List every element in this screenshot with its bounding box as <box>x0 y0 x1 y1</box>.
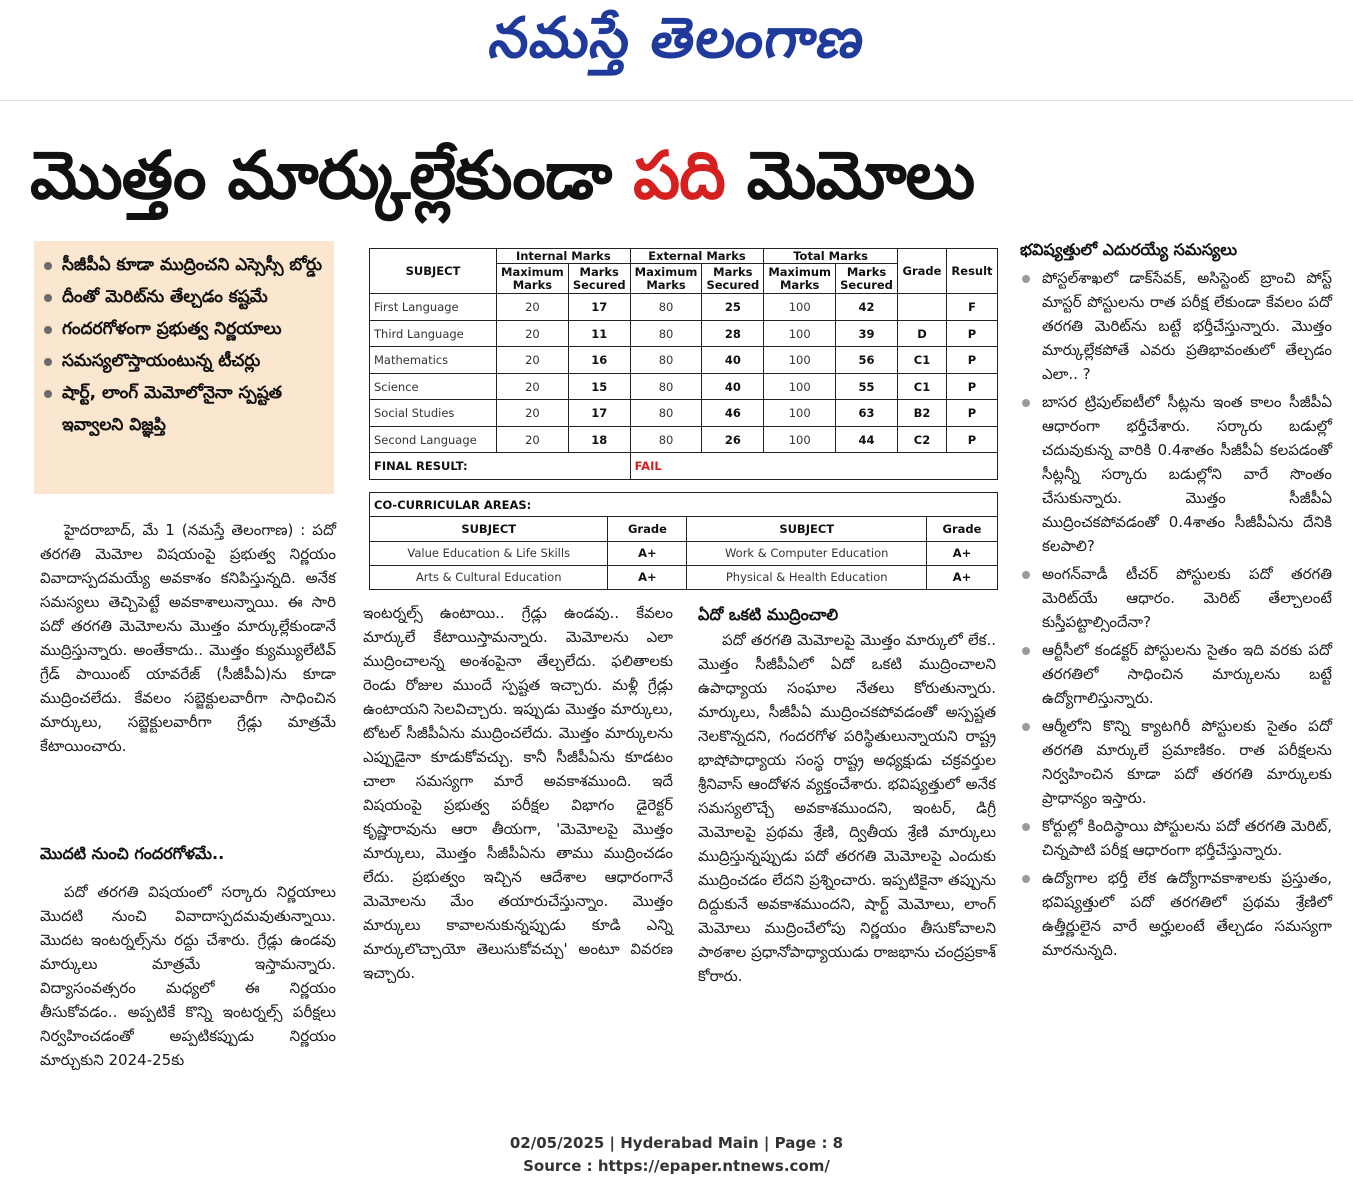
cell-ext-sec: 26 <box>702 426 764 453</box>
cell-int-max: 20 <box>497 373 569 400</box>
cocurr-subject: Physical & Health Education <box>687 565 927 589</box>
highlights-box <box>34 241 334 494</box>
cell-tot-sec: 63 <box>836 400 898 427</box>
cell-tot-max: 100 <box>764 400 836 427</box>
article-paragraph: ఇంటర్నల్స్ ఉంటాయి.. గ్రేడ్లు ఉండవు.. కేవలం మార్కులే కేటాయిస్తామన్నారు. మెమోలను ఎలా ముద్రించాలన్న అంశంపైనా తేల్చలేదు. ఫలితాలకు రెండు రోజుల ముందే స్పష్టత ఇచ్చారు. మళ్లీ గ్రేడ్లు ఉంటాయని సెలవిచ్చారు. ఇప్పుడు మొత్తం మార్కులు, టోటల్ సీజీపీఏను ముద్రించలేదు. మొత్తం మార్కులను ఎప్పుడైనా కూడుకోవచ్చు. కానీ సీజీపీఏను కూడటం చాలా సమస్యగా మారే అవకాశముంది. ఇదే విషయంపై ప్రభుత్వ పరీక్షల విభాగం డైరెక్టర్ కృష్ణారావును ఆరా తీయగా, 'మెమోలపై మొత్తం మార్కులు, మొత్తం సీజీపీఏను తాము ముద్రించడం లేదు. ప్రభుత్వం ఇచ్చిన ఆదేశాల ఆధారంగానే మెమోలను మేం తయారుచేస్తున్నాం. మొత్తం మార్కులు కావాలనుకున్నప్పుడు కూడి ఎన్ని మార్కులొచ్చాయో తెలుసుకోవచ్చు' అంటూ వివరణ ఇచ్చారు. <box>363 604 673 982</box>
subheading-print-one <box>698 603 994 627</box>
col-header-subject: SUBJECT <box>370 249 497 294</box>
cell-int-max: 20 <box>497 347 569 374</box>
bullet-item: ఆర్మీలోని కొన్ని క్యాటగిరీ పోస్టులకు సైతం పదో తరగతి మార్కులే ప్రమాణికం. రాత పరీక్షలను నిర్వహించిన కూడా పదో తరగతి మార్కులకు ప్రాధాన్యం ఇస్తారు. <box>1020 714 1332 810</box>
cell-grade: C1 <box>898 373 947 400</box>
cell-subject: Second Language <box>370 426 497 453</box>
subheading: మొదటి నుంచి గందరగోళమే.. <box>40 844 225 863</box>
final-result-label: FINAL RESULT: <box>370 453 631 480</box>
cell-int-sec: 16 <box>568 347 630 374</box>
cell-ext-max: 80 <box>630 426 702 453</box>
cell-tot-max: 100 <box>764 320 836 347</box>
article-column-4 <box>1020 266 1332 1106</box>
cell-result: P <box>947 373 998 400</box>
cell-ext-max: 80 <box>630 294 702 321</box>
cell-ext-sec: 40 <box>702 347 764 374</box>
col-header-secured: Marks Secured <box>702 264 764 294</box>
bullet-item: అంగన్‌వాడీ టీచర్ పోస్టులకు పదో తరగతి మెరిట్‌యే ఆధారం. మెరిట్ తేల్చాలంటే కుస్తీపట్టాల్సిందేనా? <box>1020 562 1332 634</box>
cell-int-max: 20 <box>497 320 569 347</box>
cell-tot-max: 100 <box>764 373 836 400</box>
cell-grade: C1 <box>898 347 947 374</box>
footer-date-edition: 02/05/2025 | Hyderabad Main | Page : 8 <box>509 1134 844 1152</box>
cell-tot-max: 100 <box>764 294 836 321</box>
page-footer <box>0 1132 1353 1180</box>
cell-ext-sec: 40 <box>702 373 764 400</box>
cocurricular-table <box>369 492 998 590</box>
cell-tot-sec: 56 <box>836 347 898 374</box>
headline-highlight: పది <box>633 137 725 214</box>
col-header-secured: Marks Secured <box>836 264 898 294</box>
article-paragraph: పదో తరగతి మెమోలపై మొత్తం మార్కులో లేక.. మొత్తం సీజీపీఏలో ఏదో ఒకటి ముద్రించాలని ఉపాధ్యాయ సంఘాల నేతలు కోరుతున్నారు. మార్కులు, సీజీపీఏ ముద్రించకపోవడంతో అస్పష్టత నెలకొన్నదని, గందరగోళ పరిస్థితులున్నాయని రాష్ట్ర భాషోపాధ్యాయ సంస్థ రాష్ట్ర అధ్యక్షుడు చక్రవర్తుల శ్రీనివాస్ ఆందోళన వ్యక్తంచేశారు. భవిష్యత్తులో అనేక సమస్యలొచ్చే అవకాశముందని, ఇంటర్, డిగ్రీ మెమోలపై ప్రథమ శ్రేణి, ద్వితీయ శ్రేణి మార్కులు ముద్రిస్తున్నప్పుడు పదో తరగతి మెమోలపై ఎందుకు ముద్రించడం లేదని ప్రశ్నించారు. ఇప్పటికైనా తప్పును దిద్దుకునే అవకాశముందని, షార్ట్ మెమోలు, లాంగ్ మెమోలు ముద్రించేలోపు నిర్ణయం తీసుకోవాలని పాఠశాల ప్రధానోపాధ్యాయుడు రాజభాను చంద్రప్రకాశ్ కోరారు. <box>698 631 996 985</box>
cell-int-sec: 17 <box>568 294 630 321</box>
cell-result: F <box>947 294 998 321</box>
cell-result: P <box>947 426 998 453</box>
masthead <box>0 0 1353 88</box>
col-header-total: Total Marks <box>764 249 898 264</box>
cell-grade <box>898 294 947 321</box>
col-header-result: Result <box>947 249 998 294</box>
headline-part2: మెమోలు <box>724 137 975 214</box>
table-row <box>370 347 998 374</box>
cell-tot-sec: 44 <box>836 426 898 453</box>
cell-subject: First Language <box>370 294 497 321</box>
cocurr-grade: A+ <box>927 541 998 565</box>
newspaper-logo: నమస్తే తెలంగాణ <box>485 6 870 71</box>
cocurr-header-subject: SUBJECT <box>687 517 927 541</box>
article-column-3 <box>698 628 996 1098</box>
article-paragraph: పదో తరగతి విషయంలో సర్కారు నిర్ణయాలు మొదటి నుంచి వివాదాస్పదమవుతున్నాయి. మొదట ఇంటర్నల్స్‌ను రద్దు చేశారు. గ్రేడ్లు ఉండవు మార్కులు మాత్రమే ఇస్తామన్నారు. విద్యాసంవత్సరం మధ్యలో ఈ నిర్ణయం తీసుకోవడం.. అప్పటికే కొన్ని ఇంటర్నల్స్ పరీక్షలు నిర్వహించడంతో అప్పటికప్పుడు నిర్ణయం మార్చుకుని 2024-25కు <box>40 883 336 1069</box>
bullet-item: బాసర ట్రిపుల్‌ఐటీలో సీట్లను ఇంత కాలం సీజీపీఏ ఆధారంగా భర్తీచేశారు. సర్కారు బడుల్లో చదువుకున్న వారికి 0.4శాతం సీజీపీఏ కలపడంతో సీట్లన్నీ సర్కారు బడుల్లోని వారే సొంతం చేసుకున్నారు. మొత్తం సీజీపీఏ ముద్రించకపోవడంతో 0.4శాతం సీజీపీఏను దేనికి కలపాలి? <box>1020 390 1332 558</box>
cell-tot-max: 100 <box>764 347 836 374</box>
col-header-secured: Marks Secured <box>568 264 630 294</box>
bullet-item: కోర్టుల్లో కిందిస్థాయి పోస్టులను పదో తరగతి మెరిట్, చిన్నపాటి పరీక్ష ఆధారంగా భర్తీచేస్తున్నారు. <box>1020 814 1332 862</box>
cell-result: P <box>947 400 998 427</box>
cell-int-sec: 11 <box>568 320 630 347</box>
final-result-value: FAIL <box>630 453 997 480</box>
cell-int-sec: 17 <box>568 400 630 427</box>
cell-grade: C2 <box>898 426 947 453</box>
cocurr-header-grade: Grade <box>608 517 687 541</box>
header-divider <box>0 100 1353 101</box>
subheading-future-problems <box>1020 238 1330 262</box>
cocurr-grade: A+ <box>608 565 687 589</box>
cell-tot-sec: 55 <box>836 373 898 400</box>
bullet-item: ఆర్టీసీలో కండక్టర్ పోస్టులను సైతం ఇది వరకు పదో తరగతిలో సాధించిన మార్కులను బట్టే ఉద్యోగాలిస్తున్నారు. <box>1020 638 1332 710</box>
article-column-2 <box>363 601 673 1101</box>
highlight-item: సమస్యలొస్తాయంటున్న టీచర్లు <box>40 345 328 377</box>
cell-int-sec: 15 <box>568 373 630 400</box>
headline-part1: మొత్తం మార్కుల్లేకుండా <box>30 137 634 214</box>
highlight-item: సీజీపీఏ కూడా ముద్రించని ఎస్సెస్సీ బోర్డు <box>40 249 328 281</box>
cocurricular-title: CO-CURRICULAR AREAS: <box>370 493 998 517</box>
article-column-1b <box>40 880 336 1100</box>
cell-result: P <box>947 320 998 347</box>
headline <box>30 128 1330 223</box>
col-header-max: Maximum Marks <box>630 264 702 294</box>
highlight-item: దీంతో మెరిట్‌ను తేల్చడం కష్టమే <box>40 281 328 313</box>
cell-ext-max: 80 <box>630 400 702 427</box>
marks-table <box>369 248 998 480</box>
highlight-item: గందరగోళంగా ప్రభుత్వ నిర్ణయాలు <box>40 313 328 345</box>
bullet-item: ఉద్యోగాల భర్తీ లేక ఉద్యోగావకాశాలకు ప్రస్తుతం, భవిష్యత్తులో పదో తరగతిలో ప్రథమ శ్రేణిలో ఉత్తీర్ణులైన వారే అర్హులంటే తేల్చడం సమస్యగా మారనున్నది. <box>1020 866 1332 962</box>
cell-tot-max: 100 <box>764 426 836 453</box>
subheading-confusion <box>40 842 336 866</box>
cell-int-max: 20 <box>497 426 569 453</box>
cell-int-max: 20 <box>497 400 569 427</box>
bullet-item: పోస్టల్‌శాఖలో డాక్‌సేవక్, అసిస్టెంట్ బ్రాంచి పోస్ట్ మాస్టర్ పోస్టులను రాత పరీక్ష లేకుండా కేవలం పదో తరగతి మెరిట్‌ను బట్టే భర్తీచేస్తున్నారు. మొత్తం మార్కుల్లేకపోతే ఎవరు ప్రతిభావంతులో తేల్చడం ఎలా.. ? <box>1020 266 1332 386</box>
cell-subject: Social Studies <box>370 400 497 427</box>
article-paragraph: హైదరాబాద్, మే 1 (నమస్తే తెలంగాణ) : పదో తరగతి మెమోల విషయంపై ప్రభుత్వ నిర్ణయం వివాదాస్పదమయ్యే అవకాశం కనిపిస్తున్నది. అనేక సమస్యలు తెచ్చిపెట్టే అవకాశాలున్నాయి. ఈ సారి పదో తరగతి మెమోలను మొత్తం మార్కుల్లేకుండానే ముద్రిస్తున్నారు. అంతేకాదు.. మొత్తం క్యుమ్యులేటివ్ గ్రేడ్ పాయింట్ యావరేజ్ (సీజీపీఏ)ను కూడా ముద్రించలేదు. కేవలం సబ్జెక్టులవారీగా సాధించిన మార్కులు, సబ్జెక్టులవారీగా గ్రేడ్లు మాత్రమే కేటాయించారు. <box>40 521 336 755</box>
table-row <box>370 320 998 347</box>
table-row <box>370 373 998 400</box>
subheading: భవిష్యత్తులో ఎదురయ్యే సమస్యలు <box>1020 240 1238 259</box>
cocurr-header-subject: SUBJECT <box>370 517 608 541</box>
article-column-1 <box>40 518 336 818</box>
cell-ext-max: 80 <box>630 347 702 374</box>
col-header-grade: Grade <box>898 249 947 294</box>
cell-int-sec: 18 <box>568 426 630 453</box>
col-header-max: Maximum Marks <box>497 264 569 294</box>
cocurr-subject: Value Education & Life Skills <box>370 541 608 565</box>
cell-ext-sec: 28 <box>702 320 764 347</box>
cocurr-grade: A+ <box>927 565 998 589</box>
cocurr-grade: A+ <box>608 541 687 565</box>
cell-ext-sec: 46 <box>702 400 764 427</box>
cell-grade: B2 <box>898 400 947 427</box>
col-header-external: External Marks <box>630 249 764 264</box>
cell-ext-sec: 25 <box>702 294 764 321</box>
table-row <box>370 400 998 427</box>
highlight-item: షార్ట్, లాంగ్ మెమోలోనైనా స్పష్టత ఇవ్వాలని విజ్ఞప్తి <box>40 377 328 441</box>
cocurr-subject: Arts & Cultural Education <box>370 565 608 589</box>
subheading: ఏదో ఒకటి ముద్రించాలి <box>698 605 839 624</box>
table-row <box>370 426 998 453</box>
cocurr-subject: Work & Computer Education <box>687 541 927 565</box>
table-row <box>370 294 998 321</box>
footer-source-link[interactable]: Source : https://epaper.ntnews.com/ <box>523 1157 830 1175</box>
cell-ext-max: 80 <box>630 320 702 347</box>
cell-result: P <box>947 347 998 374</box>
cell-subject: Third Language <box>370 320 497 347</box>
cell-tot-sec: 42 <box>836 294 898 321</box>
cell-grade: D <box>898 320 947 347</box>
cell-int-max: 20 <box>497 294 569 321</box>
cocurr-header-grade: Grade <box>927 517 998 541</box>
col-header-max: Maximum Marks <box>764 264 836 294</box>
cell-subject: Mathematics <box>370 347 497 374</box>
cell-subject: Science <box>370 373 497 400</box>
cell-ext-max: 80 <box>630 373 702 400</box>
col-header-internal: Internal Marks <box>497 249 631 264</box>
cell-tot-sec: 39 <box>836 320 898 347</box>
